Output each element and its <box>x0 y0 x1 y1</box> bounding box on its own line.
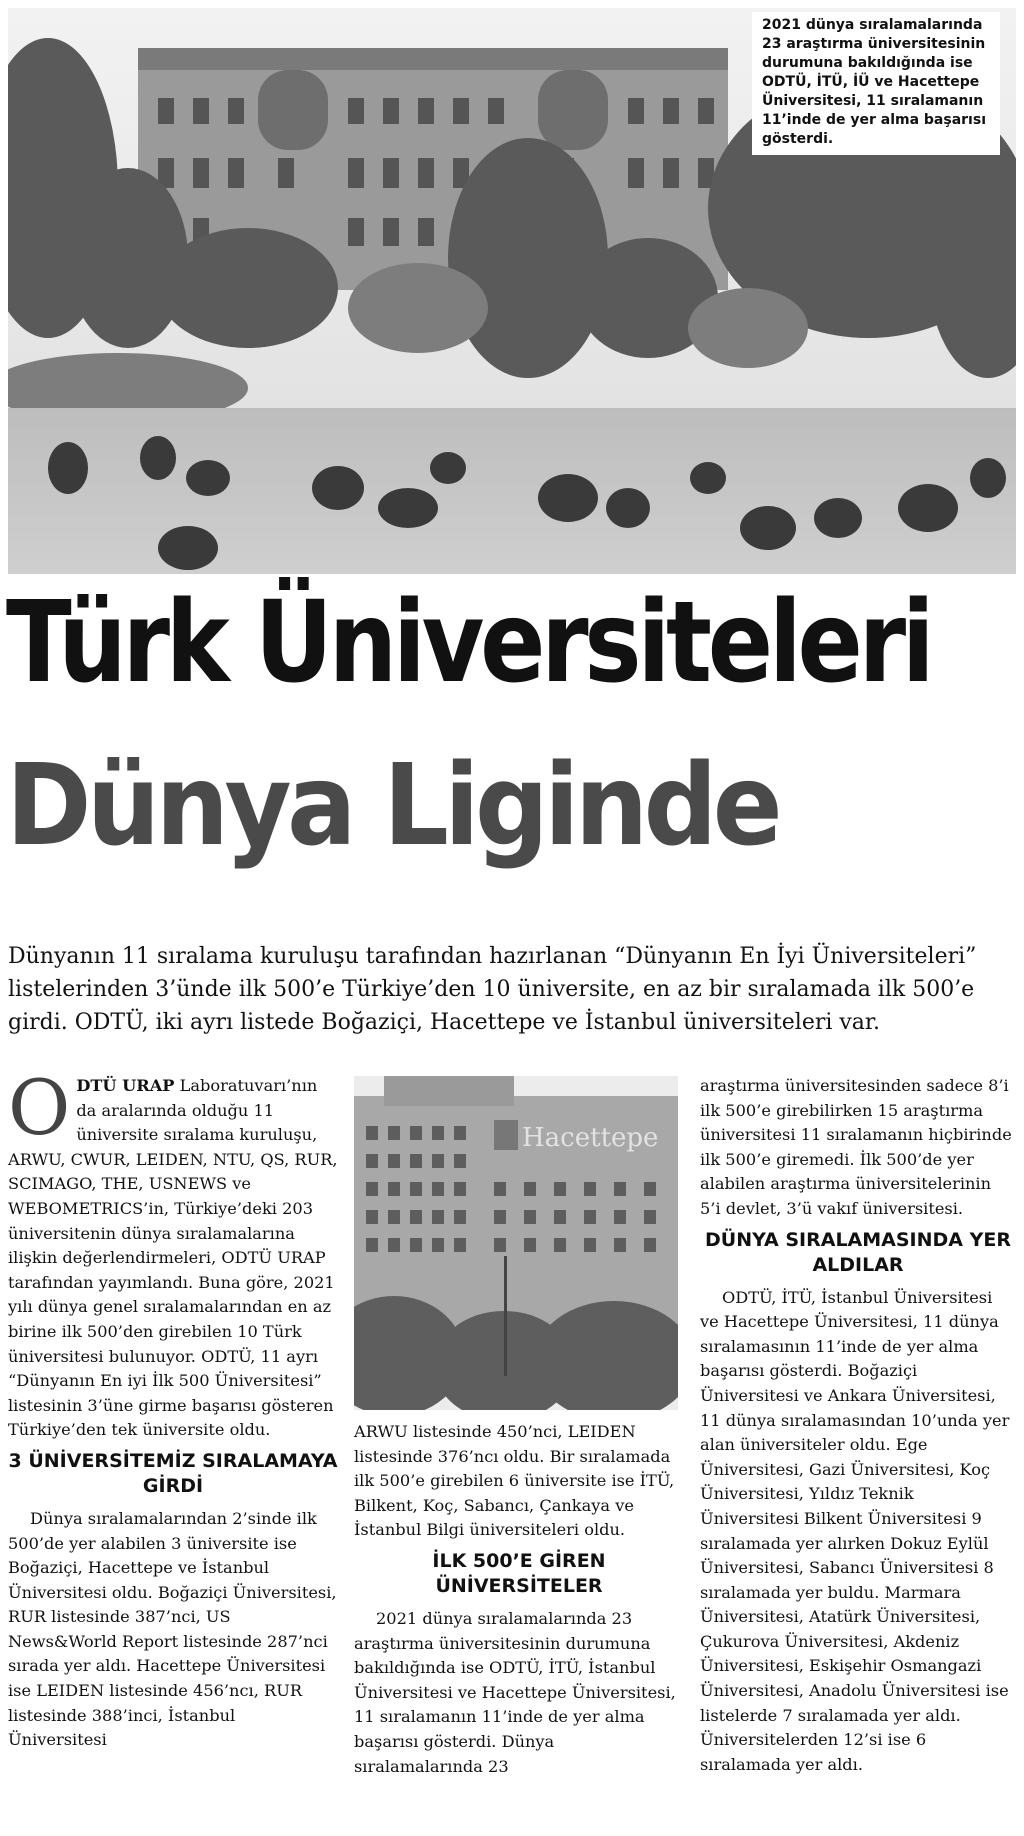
column3-paragraph-2: ODTÜ, İTÜ, İstanbul Üniversitesi ve Hacettepe Üniversitesi, 11 dünya sıralamasının 11’inde de yer alma başarısı gösterdi. Boğaziçi Üniversitesi ve Ankara Üniversitesi, 11 dünya sıralamasından 10’unda yer alan üniversiteler oldu. Ege Üniversitesi, Gazi Üniversitesi, Koç Üniversitesi, Yıldız Teknik Üniversitesi Bilkent Üniversitesi 9 sıralamada yer alırken Dokuz Eylül Üniversitesi, Sabancı Üniversitesi 8 sıralamada yer buldu. Marmara Üniversitesi, Atatürk Üniversitesi, Çukurova Üniversitesi, Akdeniz Üniversitesi, Eskişehir Osmangazi Üniversitesi, Anadolu Üniversitesi ise listelerde 7 sıralamada yer aldı. Üniversitelerden 12’si ise 6 sıralamada yer aldı. <box>700 1287 1010 1774</box>
subheading-top500: İLK 500’E GİREN ÜNİVERSİTELER <box>432 1549 606 1597</box>
column1-paragraph-2: Dünya sıralamalarından 2’sinde ilk 500’de yer alabilen 3 üniversite ise Boğaziçi, Hacettepe ve İstanbul Üniversitesi oldu. Boğaziçi Üniversitesi, RUR listesinde 387’nci, US News&World Report listesinde 287’nci sırada yer aldı. Hacettepe Üniversitesi ise LEIDEN listesinde 456’ncı, RUR listesinde 388’inci, İstanbul Üniversitesi <box>8 1508 337 1750</box>
article-column-2 <box>354 1420 684 1779</box>
lead-paragraph: Dünyanın 11 sıralama kuruluşu tarafından hazırlanan “Dünyanın En İyi Üniversiteleri” listelerinden 3’ünde ilk 500’e Türkiye’den 10 üniversite, en az bir sıralamada ilk 500’e girdi. ODTÜ, iki ayrı listede Boğaziçi, Hacettepe ve İstanbul üniversiteleri var. <box>8 944 977 1035</box>
headline-line-2: Dünya Liginde <box>6 741 779 871</box>
hacettepe-illustration <box>354 1076 678 1410</box>
headline-line-1: Türk Üniversiteleri <box>6 578 931 708</box>
drop-cap: O <box>8 1063 71 1152</box>
campus-photo <box>8 8 1016 574</box>
column2-paragraph-2: 2021 dünya sıralamalarında 23 araştırma üniversitesinin durumuna bakıldığında ise ODTÜ, İTÜ, İstanbul Üniversitesi ve Hacettepe Üniversitesi, 11 sıralamanın 11’inde de yer alma başarısı gösterdi. Dünya sıralamalarında 23 <box>354 1608 676 1776</box>
hacettepe-building-photo <box>354 1076 678 1410</box>
subheading-universities-ranked: 3 ÜNİVERSİTEMİZ SIRALAMAYA GİRDİ <box>8 1449 338 1497</box>
building-sign-text: Hacettepe <box>522 1123 659 1153</box>
photo-caption: 2021 dünya sıralamalarında 23 araştırma üniversitesinin durumuna bakıldığında ise ODTÜ, İTÜ, İÜ ve Hacettepe Üniversitesi, 11 sıralamanın 11’inde de yer alma başarısı gösterdi. <box>752 12 1000 155</box>
lead-in-text: DTÜ URAP <box>76 1076 175 1095</box>
article-column-1 <box>8 1063 338 1753</box>
column3-paragraph-1: araştırma üniversitesinden sadece 8’i ilk 500’e girebilirken 15 araştırma üniversitesi 11 sıralamanın hiçbirinde ilk 500’e giremedi. İlk 500’de yer alabilen araştırma üniversitelerinin 5’i devlet, 3’ü vakıf üniversitesi. <box>700 1076 1012 1218</box>
subheading-world-ranking: DÜNYA SIRALAMASINDA YER ALDILAR <box>705 1228 1011 1276</box>
column2-paragraph-1: ARWU listesinde 450’nci, LEIDEN listesinde 376’ncı oldu. Bir sıralamada ilk 500’e girebilen 6 üniversite ise İTÜ, Bilkent, Koç, Sabancı, Çankaya ve İstanbul Bilgi üniversiteleri oldu. <box>354 1422 675 1540</box>
article-column-3 <box>700 1074 1016 1777</box>
column1-paragraph-1: Laboratuvarı’nın da aralarında olduğu 11 üniversite sıralama kuruluşu, ARWU, CWUR, LEIDEN, NTU, QS, RUR, SCIMAGO, THE, USNEWS ve WEBOMETRICS’in, Türkiye’deki 203 üniversitenin dünya sıralamalarına ilişkin değerlendirmeleri, ODTÜ URAP tarafından yayımlandı. Buna göre, 2021 yılı dünya genel sıralamalarından en az birine ilk 500’den girebilen 10 Türk üniversitesi bulunuyor. ODTÜ, 11 ayrı “Dünyanın En iyi İlk 500 Üniversitesi” listesinin 3’üne girme başarısı gösteren Türkiye’den tek üniversite oldu. <box>8 1076 338 1440</box>
